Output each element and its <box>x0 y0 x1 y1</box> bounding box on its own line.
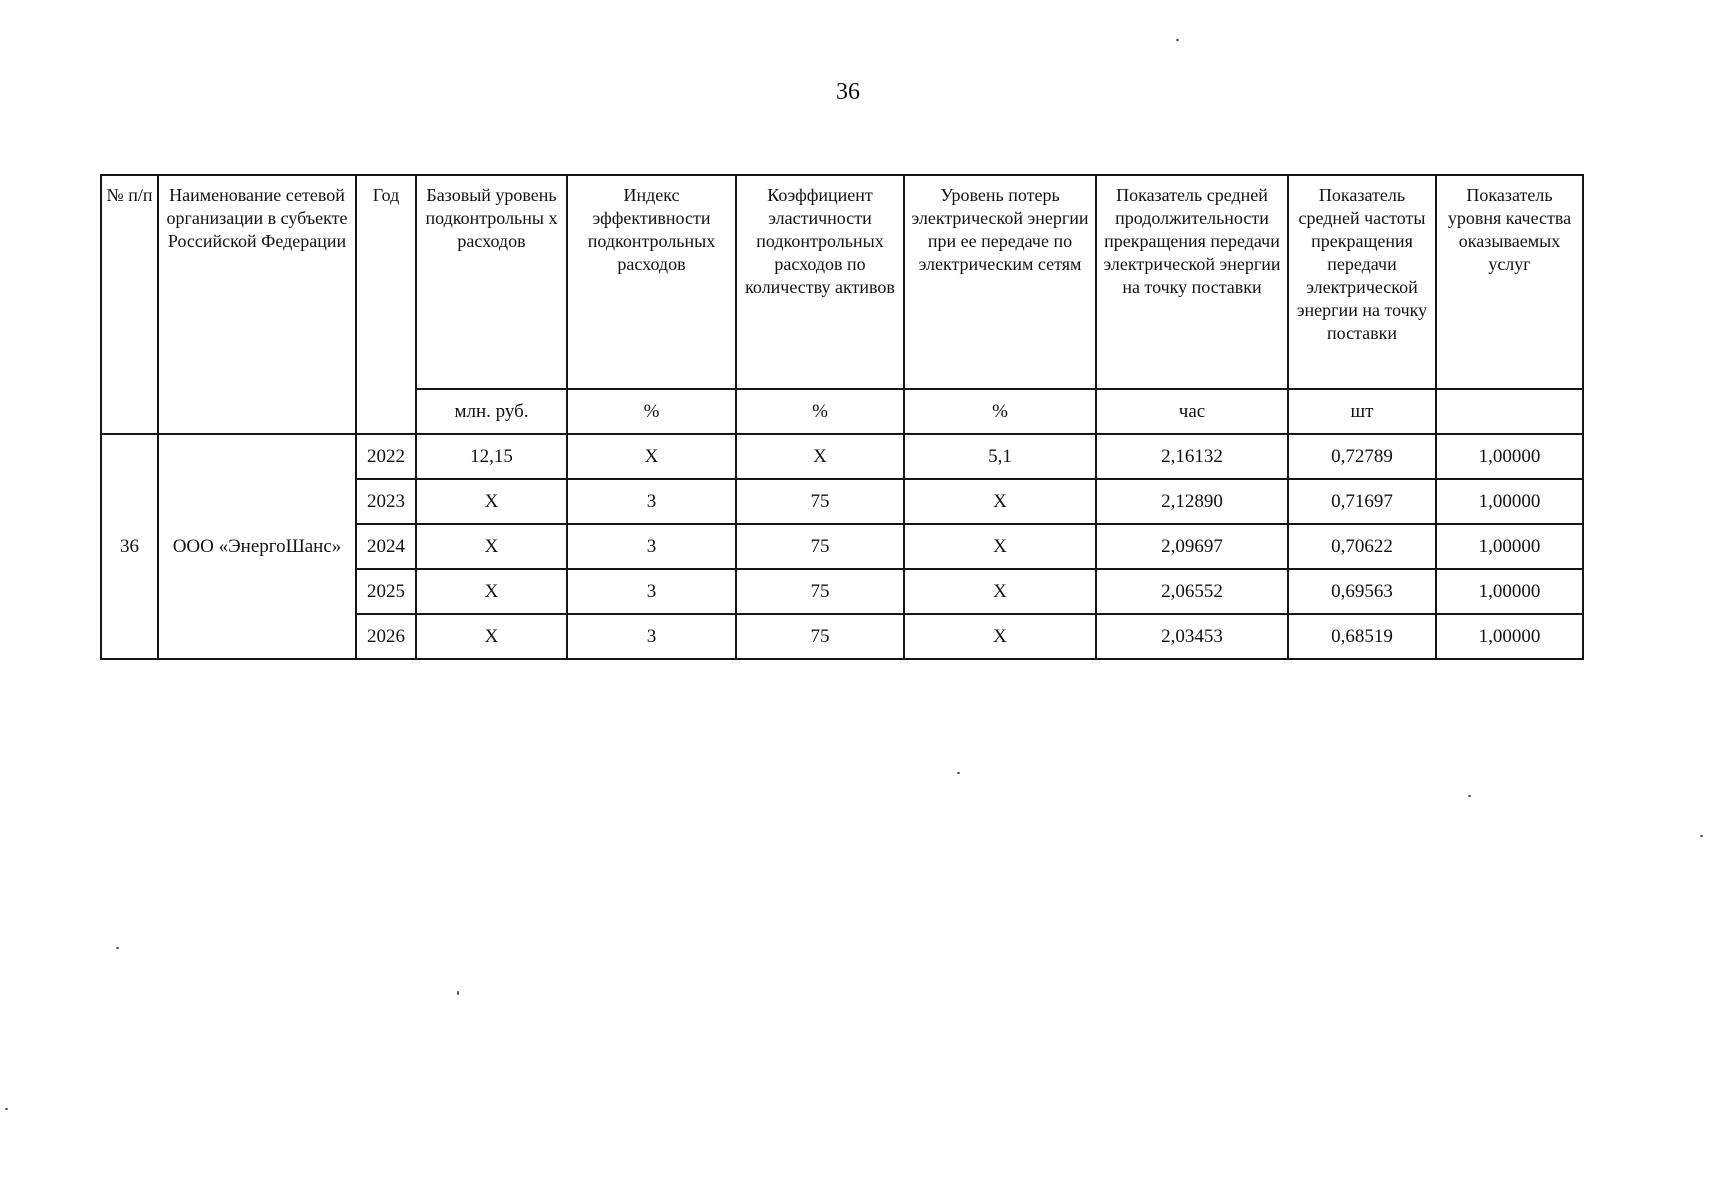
cell-year: 2026 <box>356 614 416 659</box>
cell-base-level: 12,15 <box>416 434 567 479</box>
cell-frequency: 0,72789 <box>1288 434 1436 479</box>
cell-quality: 1,00000 <box>1436 479 1583 524</box>
cell-quality: 1,00000 <box>1436 614 1583 659</box>
cell-quality: 1,00000 <box>1436 569 1583 614</box>
scan-speck <box>1468 795 1471 797</box>
header-year: Год <box>356 175 416 434</box>
unit-elasticity: % <box>736 389 904 434</box>
header-duration: Показатель средней продолжительности прекращения передачи электрической энергии на точку поставки <box>1096 175 1288 389</box>
cell-efficiency-index: 3 <box>567 524 736 569</box>
cell-frequency: 0,68519 <box>1288 614 1436 659</box>
cell-base-level: X <box>416 479 567 524</box>
page-number: 36 <box>836 79 860 105</box>
unit-base-level: млн. руб. <box>416 389 567 434</box>
cell-elasticity: 75 <box>736 569 904 614</box>
header-row <box>101 175 1583 389</box>
unit-quality <box>1436 389 1583 434</box>
unit-losses: % <box>904 389 1096 434</box>
org-name-cell: ООО «ЭнергоШанс» <box>158 434 356 659</box>
cell-efficiency-index: 3 <box>567 479 736 524</box>
cell-year: 2023 <box>356 479 416 524</box>
tariff-indicators-table <box>100 174 1584 660</box>
unit-duration: час <box>1096 389 1288 434</box>
cell-elasticity: 75 <box>736 479 904 524</box>
header-elasticity: Коэффициент эластичности подконтрольных расходов по количеству активов <box>736 175 904 389</box>
cell-base-level: X <box>416 614 567 659</box>
header-efficiency-index: Индекс эффективности подконтрольных расходов <box>567 175 736 389</box>
cell-quality: 1,00000 <box>1436 524 1583 569</box>
scan-speck <box>457 991 459 995</box>
cell-frequency: 0,69563 <box>1288 569 1436 614</box>
cell-duration: 2,12890 <box>1096 479 1288 524</box>
header-org-name: Наименование сетевой организации в субъекте Российской Федерации <box>158 175 356 434</box>
cell-elasticity: X <box>736 434 904 479</box>
cell-year: 2022 <box>356 434 416 479</box>
cell-duration: 2,16132 <box>1096 434 1288 479</box>
cell-losses: 5,1 <box>904 434 1096 479</box>
cell-losses: X <box>904 569 1096 614</box>
cell-base-level: X <box>416 524 567 569</box>
cell-efficiency-index: 3 <box>567 569 736 614</box>
cell-efficiency-index: 3 <box>567 614 736 659</box>
cell-quality: 1,00000 <box>1436 434 1583 479</box>
unit-frequency: шт <box>1288 389 1436 434</box>
header-base-level: Базовый уровень подконтрольны х расходов <box>416 175 567 389</box>
table-row <box>101 434 1583 479</box>
cell-frequency: 0,70622 <box>1288 524 1436 569</box>
cell-efficiency-index: X <box>567 434 736 479</box>
cell-duration: 2,09697 <box>1096 524 1288 569</box>
header-frequency: Показатель средней частоты прекращения передачи электрической энергии на точку поставки <box>1288 175 1436 389</box>
cell-elasticity: 75 <box>736 614 904 659</box>
cell-losses: X <box>904 479 1096 524</box>
cell-elasticity: 75 <box>736 524 904 569</box>
cell-losses: X <box>904 614 1096 659</box>
cell-year: 2024 <box>356 524 416 569</box>
cell-year: 2025 <box>356 569 416 614</box>
scan-speck <box>1176 39 1179 41</box>
cell-frequency: 0,71697 <box>1288 479 1436 524</box>
scan-speck <box>1700 835 1703 837</box>
scan-speck <box>116 947 119 949</box>
unit-efficiency-index: % <box>567 389 736 434</box>
scan-speck <box>957 772 960 774</box>
scan-speck <box>5 1108 8 1110</box>
org-number-cell: 36 <box>101 434 158 659</box>
cell-duration: 2,06552 <box>1096 569 1288 614</box>
header-quality: Показатель уровня качества оказываемых услуг <box>1436 175 1583 389</box>
header-num: № п/п <box>101 175 158 434</box>
cell-losses: X <box>904 524 1096 569</box>
cell-base-level: X <box>416 569 567 614</box>
cell-duration: 2,03453 <box>1096 614 1288 659</box>
header-losses: Уровень потерь электрической энергии при ее передаче по электрическим сетям <box>904 175 1096 389</box>
